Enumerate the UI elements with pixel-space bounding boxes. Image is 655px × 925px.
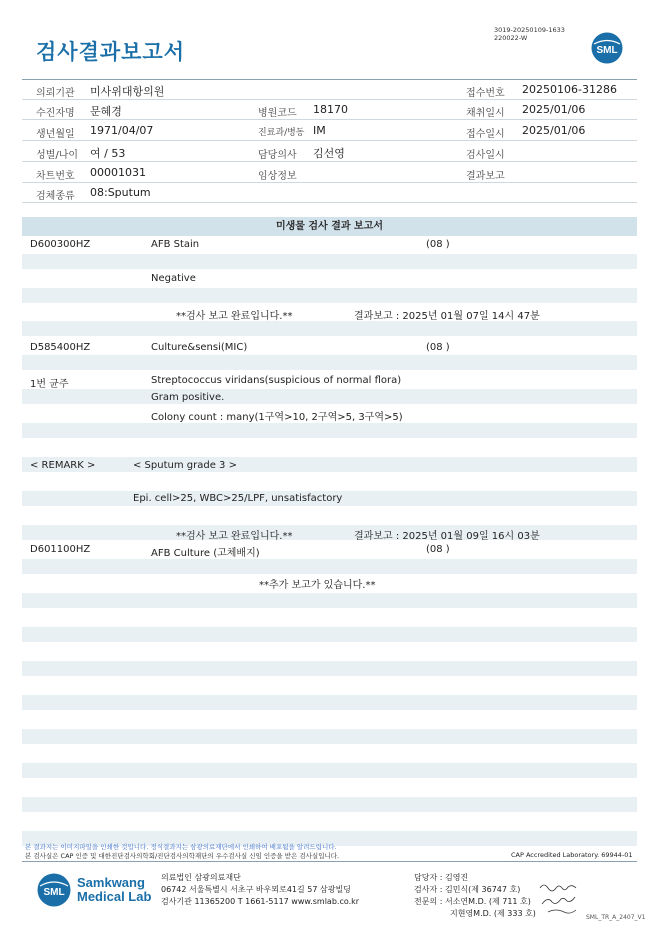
label-requesting-org: 의뢰기관 bbox=[36, 88, 75, 99]
notice-cap: 본 검사실은 CAP 인증 및 대한진단검사의학회/진단검사의학재단의 우수검사실 신임 인증을 받은 검사실입니다. bbox=[25, 852, 340, 860]
label-result-report: 결과보고 bbox=[466, 171, 505, 182]
company-name-line: Medical Lab bbox=[77, 889, 152, 904]
logo-text: SML bbox=[596, 45, 618, 56]
test-code: D600300HZ bbox=[30, 239, 91, 250]
staff-specialist: 전문의 : 서소연M.D. (제 711 호) bbox=[414, 897, 531, 906]
report-complete-note: **검사 보고 완료입니다.** bbox=[176, 531, 293, 542]
value-department: IM bbox=[313, 124, 326, 137]
label-receipt-no: 접수번호 bbox=[466, 88, 505, 99]
value-doctor: 김선영 bbox=[313, 147, 345, 160]
value-sex-age: 여 / 53 bbox=[90, 147, 126, 160]
value-receipt-date: 2025/01/06 bbox=[522, 124, 586, 137]
specimen-code: (08 ) bbox=[426, 544, 450, 555]
label-clinical-info: 임상정보 bbox=[258, 171, 297, 182]
isolate-label: 1번 균주 bbox=[30, 379, 69, 390]
test-name: Culture&sensi(MIC) bbox=[151, 342, 248, 353]
result-text: Colony count : many(1구역>10, 2구역>5, 3구역>5) bbox=[151, 412, 403, 423]
label-hospital-code: 병원코드 bbox=[258, 108, 297, 119]
label-receipt-date: 접수일시 bbox=[466, 129, 505, 140]
result-text: Gram positive. bbox=[151, 392, 225, 403]
cap-accreditation: CAP Accredited Laboratory. 69944-01 bbox=[511, 851, 633, 859]
result-text: Negative bbox=[151, 273, 196, 284]
document-code bbox=[494, 26, 565, 42]
specimen-code: (08 ) bbox=[426, 239, 450, 250]
value-chart-no: 00001031 bbox=[90, 166, 146, 179]
page-title: 검사결과보고서 bbox=[36, 40, 186, 64]
label-chart-no: 차트번호 bbox=[36, 171, 75, 182]
value-specimen-type: 08:Sputum bbox=[90, 186, 151, 199]
report-datetime: 결과보고 : 2025년 01월 09일 16시 03분 bbox=[354, 531, 540, 542]
staff-manager: 담당자 : 김영진 bbox=[414, 873, 469, 882]
footer-address: 06742 서울특별시 서초구 바우뫼로41길 57 삼광빌딩 bbox=[161, 885, 351, 894]
label-doctor: 담당의사 bbox=[258, 150, 297, 161]
report-complete-note: **검사 보고 완료입니다.** bbox=[176, 311, 293, 322]
remark-label: < REMARK > bbox=[30, 460, 96, 471]
footer-org: 의료법인 삼광의료재단 bbox=[161, 873, 241, 882]
value-collection-date: 2025/01/06 bbox=[522, 103, 586, 116]
results-header: 미생물 검사 결과 보고서 bbox=[22, 217, 637, 236]
notice-print: 본 결과지는 이미지파일을 인쇄한 것입니다. 정식결과지는 삼광의료재단에서 인쇄하여 배포됨을 알려드립니다. bbox=[25, 843, 337, 851]
value-patient-name: 문혜경 bbox=[90, 105, 122, 118]
signature-icon bbox=[538, 880, 588, 918]
test-code: D601100HZ bbox=[30, 544, 91, 555]
label-collection-date: 채취일시 bbox=[466, 108, 505, 119]
label-department: 진료과/병동 bbox=[258, 128, 305, 138]
label-specimen-type: 검체종류 bbox=[36, 191, 75, 202]
test-name: AFB Culture (고체배지) bbox=[151, 548, 260, 559]
remark-detail: Epi. cell>25, WBC>25/LPF, unsatisfactory bbox=[133, 493, 343, 504]
staff-specialist-2: 지현영M.D. (제 333 호) bbox=[450, 909, 536, 918]
label-test-date: 검사일시 bbox=[466, 150, 505, 161]
footer-contact: 검사기관 11365200 T 1661-5117 www.smlab.co.kr bbox=[161, 897, 360, 906]
form-code: SML_TR_A_2407_V1 bbox=[586, 914, 646, 921]
additional-report-note: **추가 보고가 있습니다.** bbox=[259, 580, 376, 591]
value-receipt-no: 20250106-31286 bbox=[522, 83, 617, 96]
company-name bbox=[77, 876, 151, 904]
label-birth-date: 생년월일 bbox=[36, 129, 75, 140]
specimen-code: (08 ) bbox=[426, 342, 450, 353]
report-datetime: 결과보고 : 2025년 01월 07일 14시 47분 bbox=[354, 311, 540, 322]
label-sex-age: 성별/나이 bbox=[36, 150, 79, 161]
test-name: AFB Stain bbox=[151, 239, 200, 250]
company-name-line: Samkwang bbox=[77, 875, 145, 890]
sml-logo bbox=[591, 32, 623, 64]
staff-tester: 검사자 : 김민식(제 36747 호) bbox=[414, 885, 521, 894]
value-hospital-code: 18170 bbox=[313, 103, 348, 116]
value-birth-date: 1971/04/07 bbox=[90, 124, 154, 137]
remark-text: < Sputum grade 3 > bbox=[133, 460, 237, 471]
footer-logo-text: SML bbox=[43, 887, 65, 898]
document-code-line: 3019-20250109-1633 bbox=[494, 26, 565, 34]
sml-footer-logo bbox=[37, 873, 71, 907]
label-patient-name: 수진자명 bbox=[36, 108, 75, 119]
document-code-line: 220022-W bbox=[494, 34, 528, 42]
test-code: D585400HZ bbox=[30, 342, 91, 353]
result-text: Streptococcus viridans(suspicious of normal flora) bbox=[151, 375, 402, 386]
value-requesting-org: 미사위대항의원 bbox=[90, 85, 165, 98]
